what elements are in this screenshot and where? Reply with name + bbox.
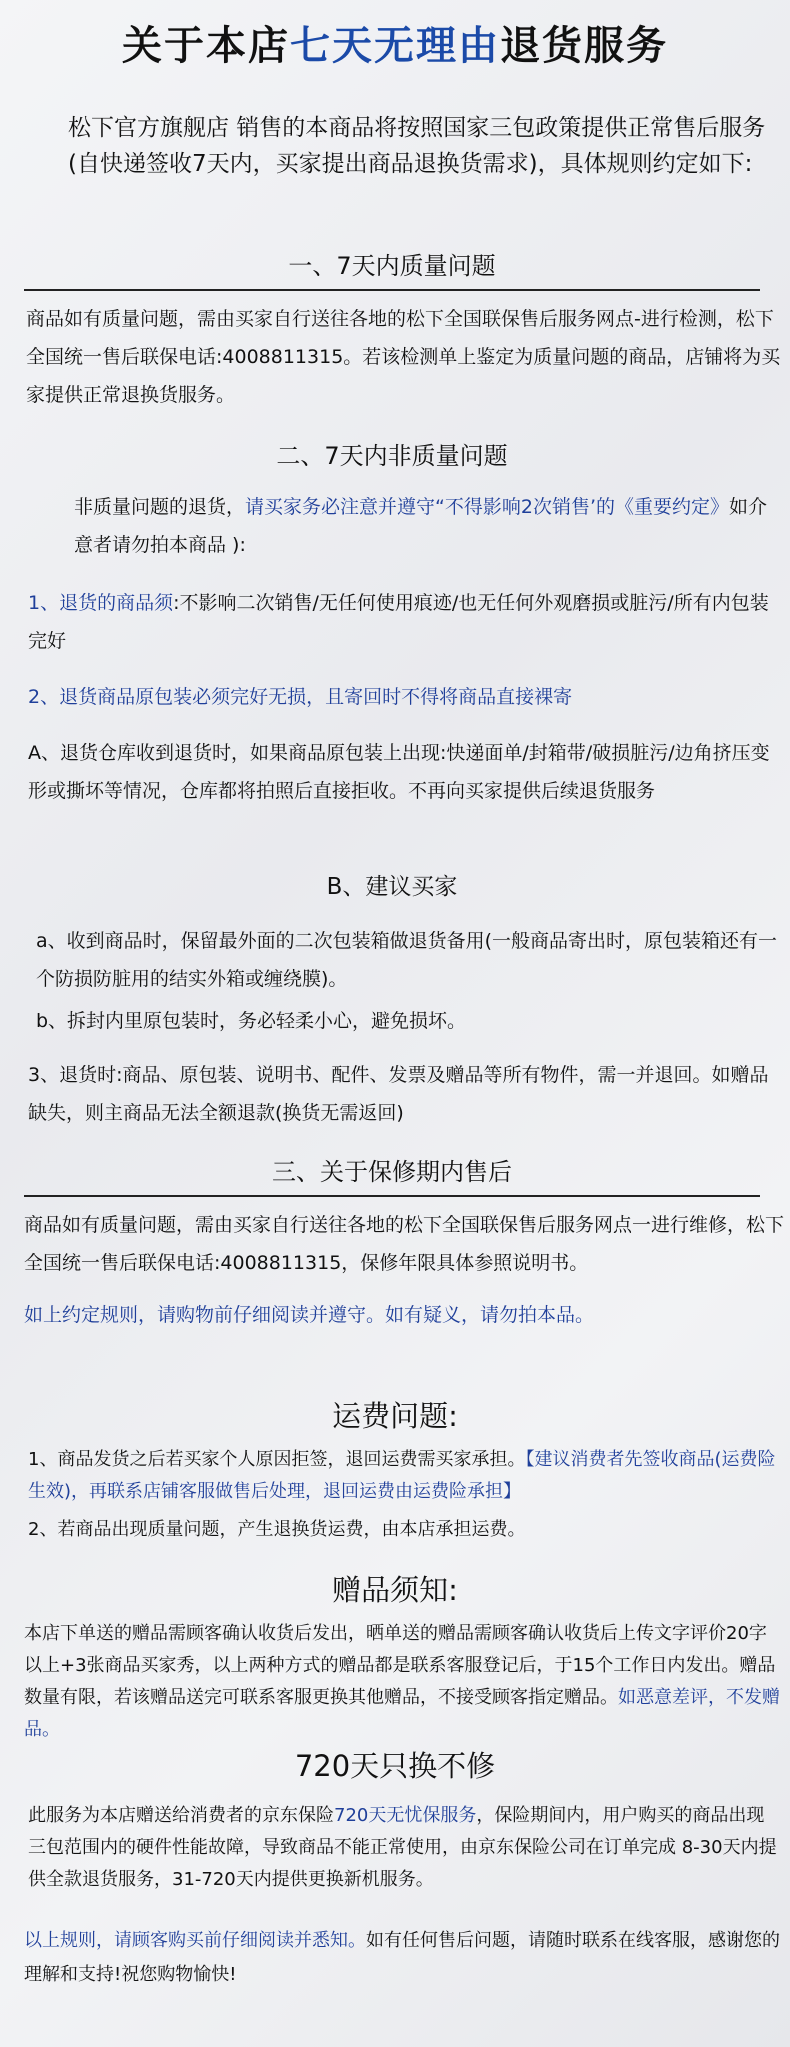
section2-itemBb: b、拆封内里原包装时，务必轻柔小心，避免损坏。	[36, 1010, 467, 1032]
gift-body-text: 本店下单送的赠品需顾客确认收货后发出，晒单送的赠品需顾客确认收货后上传文字评价20字以上+3张商品买家秀，以上两种方式的赠品都是联系客服登记后，于15个工作日内发出。赠品数量有限，若该赠品送完可联系客服更换其他赠品，不接受顾客指定赠品。	[24, 1623, 776, 1708]
section3-body: 商品如有质量问题，需由买家自行送往各地的松下全国联保售后服务网点一进行维修，松下全国统一售后联保电话:4008811315，保修年限具体参照说明书。	[24, 1214, 785, 1274]
section2-heading: 二、7天内非质量问题	[276, 442, 508, 470]
title-pre: 关于本店	[122, 23, 290, 69]
shipping-item1	[28, 1444, 780, 1508]
section2-intro-post: 如介意者请勿拍本商品 ):	[74, 496, 768, 556]
section2-intro-important: 请买家务必注意并遵守“不得影响2次销售’的《重要约定》	[245, 496, 729, 518]
exchange-heading: 720天只换不修	[294, 1749, 496, 1783]
shipping-item1-advice: 【建议消费者先签收商品(运费险生效)，再联系店铺客服做售后处理，退回运费由运费险承担】	[28, 1449, 776, 1502]
shipping-item2: 2、若商品出现质量问题，产生退换货运费，由本店承担运费。	[28, 1519, 526, 1540]
section2-item1	[28, 584, 784, 660]
section3-heading: 三、关于保修期内售后	[24, 1152, 760, 1197]
shipping-heading: 运费问题:	[332, 1399, 458, 1433]
title-post: 退货服务	[500, 23, 668, 69]
section2-intro	[74, 488, 774, 564]
footer-note	[24, 1924, 782, 1992]
intro-paragraph	[24, 110, 784, 182]
section2-itemA: A、退货仓库收到退货时，如果商品原包装上出现:快递面单/封箱带/破损脏污/边角挤压变形或撕坏等情况，仓库都将拍照后直接拒收。不再向买家提供后续退货服务	[28, 742, 770, 802]
gift-body	[24, 1618, 782, 1746]
section2-intro-pre: 非质量问题的退货，	[74, 496, 246, 518]
footer-note-lead: 以上规则，请顾客购买前仔细阅读并悉知。	[24, 1930, 366, 1951]
section2-item1-lead: 1、退货的商品须	[28, 592, 174, 614]
exchange-body-post: ，保险期间内，用户购买的商品出现三包范围内的硬件性能故障，导致商品不能正常使用，由京东保险公司在订单完成 8-30天内提供全款退货服务，31-720天内提供更换新机服务。	[28, 1805, 777, 1890]
section2-itemBa: a、收到商品时，保留最外面的二次包装箱做退货备用(一般商品寄出时，原包装箱还有一个防损防脏用的结实外箱或缠绕膜)。	[36, 930, 778, 990]
page-title	[0, 14, 790, 71]
section2-headingB: B、建议买家	[326, 874, 458, 900]
section2-item1-rest: :不影响二次销售/无任何使用痕迹/也无任何外观磨损或脏污/所有内包装完好	[28, 592, 769, 652]
section1-body: 商品如有质量问题，需由买家自行送往各地的松下全国联保售后服务网点-进行检测，松下全国统一售后联保电话:4008811315。若该检测单上鉴定为质量问题的商品，店铺将为买家提供正常退换货服务。	[26, 308, 781, 406]
section2-item3: 3、退货时:商品、原包装、说明书、配件、发票及赠品等所有物件，需一并退回。如赠品缺失，则主商品无法全额退款(换货无需返回)	[28, 1064, 769, 1124]
title-highlight: 七天无理由	[290, 23, 500, 69]
intro-text: 松下官方旗舰店 销售的本商品将按照国家三包政策提供正常售后服务(自快递签收7天内，买家提出商品退换货需求)，具体规则约定如下:	[68, 115, 766, 177]
exchange-body-pre: 此服务为本店赠送给消费者的京东保险	[28, 1805, 334, 1826]
section2-item2: 2、退货商品原包装必须完好无损，且寄回时不得将商品直接裸寄	[28, 686, 573, 708]
exchange-body	[28, 1800, 780, 1896]
section3-note: 如上约定规则，请购物前仔细阅读并遵守。如有疑义，请勿拍本品。	[24, 1304, 595, 1326]
exchange-service-name: 720天无忧保服务	[334, 1805, 477, 1826]
gift-body-warning: 如恶意差评，不发赠品。	[24, 1687, 780, 1740]
footer-note-rest: 如有任何售后问题，请随时联系在线客服，感谢您的理解和支持!祝您购物愉快!	[24, 1930, 780, 1985]
section1-heading: 一、7天内质量问题	[24, 246, 760, 291]
shipping-item1-text: 1、商品发货之后若买家个人原因拒签，退回运费需买家承担。	[28, 1449, 526, 1470]
gift-heading: 赠品须知:	[332, 1573, 458, 1607]
